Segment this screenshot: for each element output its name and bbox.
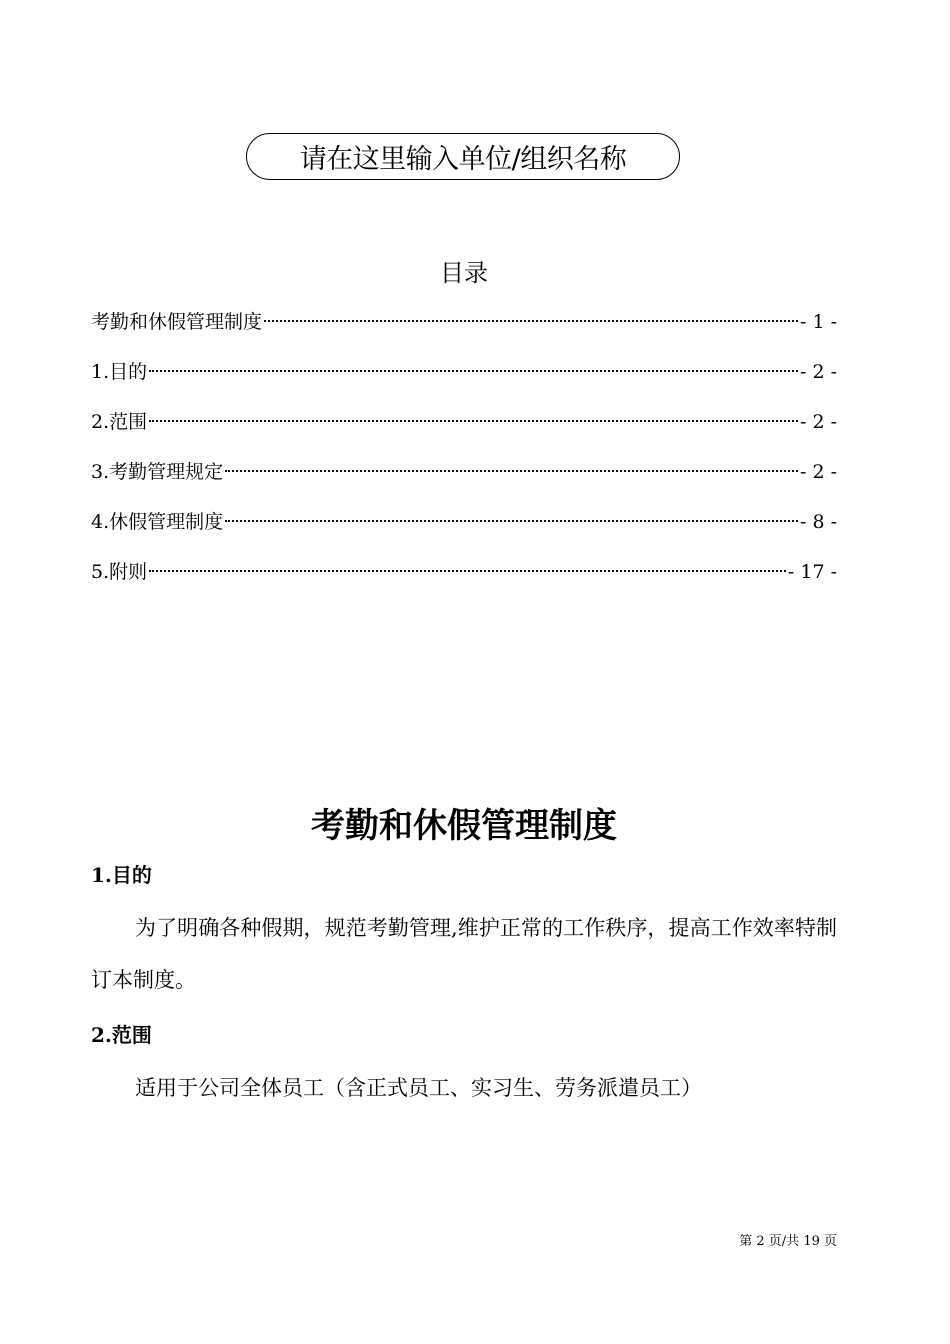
toc-leader-dots <box>225 470 798 472</box>
toc-item[interactable] <box>91 455 837 505</box>
section-body-purpose: 为了明确各种假期，规范考勤管理,维护正常的工作秩序，提高工作效率特制订本制度。 <box>91 916 837 992</box>
toc-item-label: 3.考勤管理规定 <box>91 461 224 483</box>
toc-item[interactable] <box>91 355 837 405</box>
toc-item-label: 2.范围 <box>91 411 148 433</box>
toc-item-page: - 2 - <box>799 461 837 483</box>
toc-leader-dots <box>149 570 786 572</box>
toc-item[interactable] <box>91 405 837 455</box>
org-name-text: 请在这里输入单位/组织名称 <box>299 144 627 175</box>
toc-item[interactable] <box>91 505 837 555</box>
toc-item-page: - 2 - <box>799 411 837 433</box>
toc-leader-dots <box>149 370 798 372</box>
toc-item-label: 1.目的 <box>91 361 148 383</box>
toc-item-page: - 2 - <box>799 361 837 383</box>
toc-item-label: 4.休假管理制度 <box>91 511 224 533</box>
section-heading-scope: 2.范围 <box>91 1023 152 1047</box>
toc-item-label: 考勤和休假管理制度 <box>91 311 263 333</box>
page-footer: 第 2 页/共 19 页 <box>739 1234 837 1249</box>
toc-leader-dots <box>149 420 798 422</box>
table-of-contents <box>91 305 837 605</box>
toc-item-page: - 1 - <box>799 311 837 333</box>
section-body-scope: 适用于公司全体员工（含正式员工、实习生、劳务派遣员工） <box>135 1076 702 1100</box>
org-name-box <box>246 133 680 180</box>
toc-item-page: - 8 - <box>799 511 837 533</box>
toc-item[interactable] <box>91 305 837 355</box>
document-title: 考勤和休假管理制度 <box>311 806 617 846</box>
toc-item-label: 5.附则 <box>91 561 148 583</box>
toc-item[interactable] <box>91 555 837 605</box>
toc-leader-dots <box>225 520 798 522</box>
section-heading-purpose: 1.目的 <box>91 863 152 887</box>
toc-leader-dots <box>264 320 798 322</box>
toc-title: 目录 <box>440 259 488 287</box>
toc-item-page: - 17 - <box>787 561 837 583</box>
